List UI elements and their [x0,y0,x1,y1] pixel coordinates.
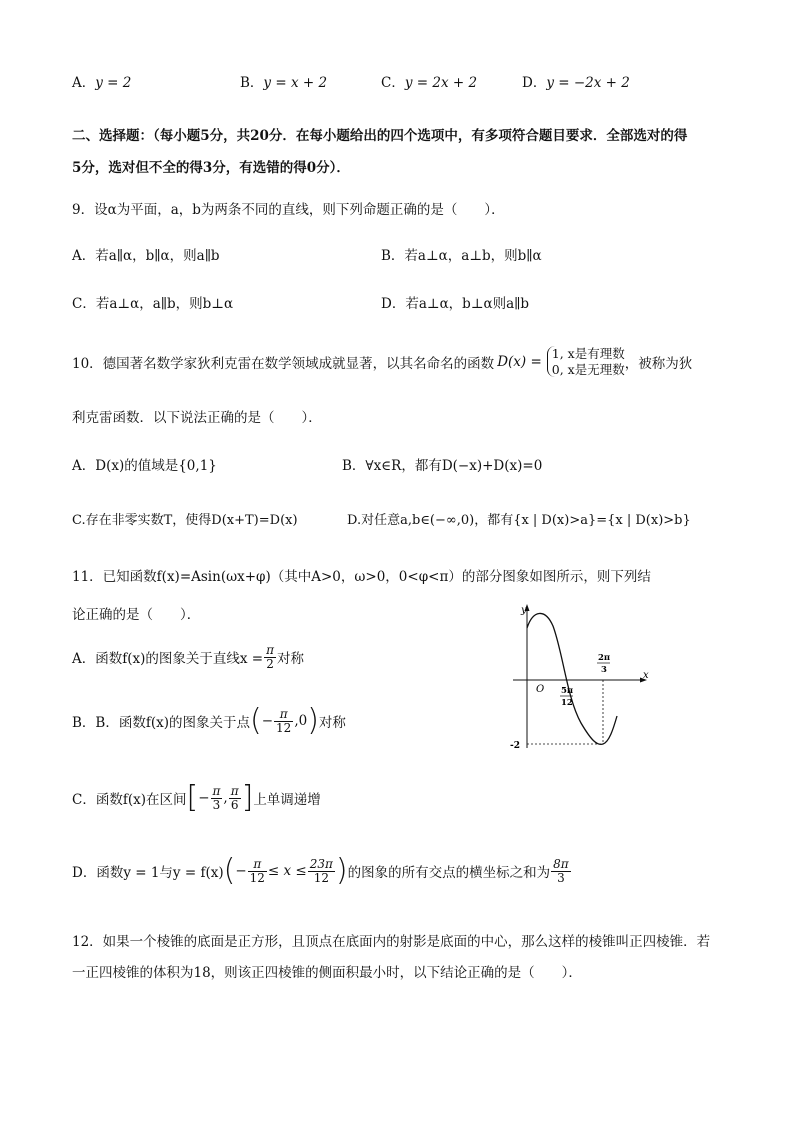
q11-option-c: C．函数f(x)在区间 [ − $\frac{\pi}{3}$ , $\frac{\pi}{6}$ ] 上单调递增 [72,780,321,815]
q8-option-c: C．y = 2x + 2 [381,75,478,91]
q8-option-a: A．y = 2 [72,75,132,91]
q11-option-b: B．B．函数f(x)的图象关于点 ( − $\frac{\pi}{12}$ ,0 ) 对称 [72,703,346,738]
q9-option-c: C．若a⊥α，a∥b，则b⊥α [72,296,234,312]
q8-option-b: B．y = x + 2 [240,75,328,91]
origin-label: O [536,684,545,695]
q10-option-b: B．∀x∈R，都有D(−x)+D(x)=0 [342,458,543,474]
q9-option-a: A．若a∥α，b∥α，则a∥b [72,248,220,264]
q10-stem-line2: 利克雷函数．以下说法正确的是（ ）． [72,410,322,426]
section-heading-line2: 5分，选对但不全的得3分，有选错的得0分）． [72,160,350,176]
q11-sine-graph [505,598,655,758]
section-heading-line1: 二、选择题：（每小题5分，共20分．在每小题给出的四个选项中，有多项符合题目要求．全部选对的得 [72,128,688,144]
q9-option-b: B．若a⊥α，a⊥b，则b∥α [381,248,542,264]
tick-5pi-num: 5π [561,686,574,696]
sine-curve [527,613,617,744]
q12-line2: 一正四棱锥的体积为18，则该正四棱锥的侧面积最小时，以下结论正确的是（ ）． [72,965,582,981]
q10-option-d: D.对任意a,b∈(−∞,0)，都有{x | D(x)>a}={x | D(x)>b} [347,513,691,528]
q11-option-a: A．函数f(x)的图象关于直线x = $\frac{\pi}{2}$ 对称 [72,643,304,671]
q8-option-d: D．y = −2x + 2 [522,75,630,91]
q9-option-d: D．若a⊥α，b⊥α则a∥b [381,296,530,312]
q10-stem: 10．德国著名数学家狄利克雷在数学领域成就显著，以其名命名的函数 D(x) = 1, x是有理数 0, x是无理数 ，被称为狄 [72,346,693,377]
q11-stem-line1: 11．已知函数f(x)=Asin(ωx+φ)（其中A>0，ω>0，0<φ<π）的部分图象如图所示，则下列结 [72,569,651,585]
q10-piecewise: 1, x是有理数 0, x是无理数 [547,346,625,377]
q12-line1: 12．如果一个棱锥的底面是正方形，且顶点在底面内的射影是底面的中心，那么这样的棱锥叫正四棱锥．若 [72,934,711,950]
q11-stem-line2: 论正确的是（ ）． [72,607,201,623]
y-axis-label: y [521,605,527,616]
q10-option-a: A．D(x)的值域是{0,1} [72,458,217,474]
x-axis-label: x [643,670,649,681]
tick-2pi-den: 3 [601,665,607,675]
q9-stem: 9．设α为平面，a，b为两条不同的直线，则下列命题正确的是（ ）． [72,202,505,218]
tick-2pi-num: 2π [598,653,611,663]
q11-option-d: D．函数y = 1与y = f(x) ( − $\frac{\pi}{12}$ ≤ x ≤ $\frac{23\pi}{12}$ ) 的图象的所有交点的横坐标之和为 $\frac{8\pi}{3}$ [72,853,569,888]
min-value-label: -2 [510,741,520,751]
q10-option-c: C.存在非零实数T，使得D(x+T)=D(x) [72,513,298,528]
tick-5pi-den: 12 [561,698,573,708]
